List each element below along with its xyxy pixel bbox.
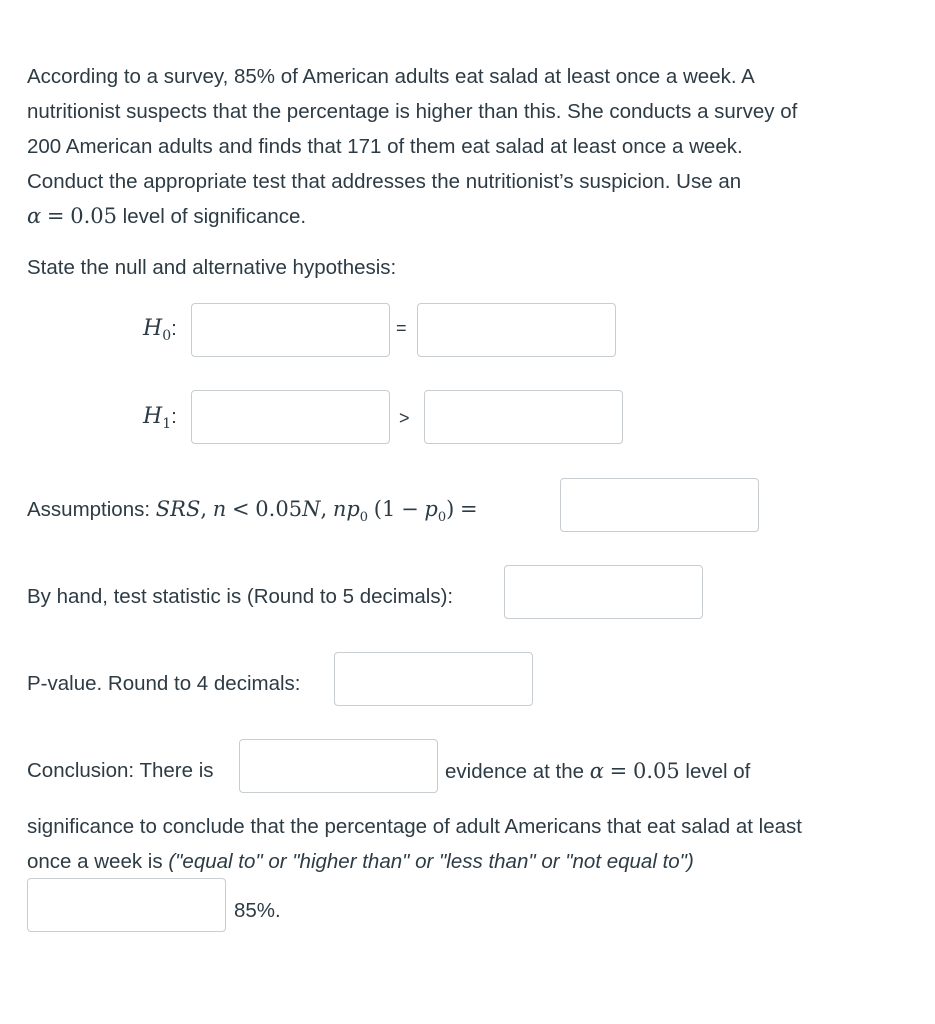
alpha-symbol: α xyxy=(589,759,604,783)
comma: , xyxy=(320,497,328,521)
problem-line-1: According to a survey, 85% of American adults eat salad at least once a week. A xyxy=(27,65,755,88)
p-subscript: 0 xyxy=(437,510,447,526)
h0-letter: H xyxy=(143,316,163,341)
problem-line-2: nutritionist suspects that the percentage is higher than this. She conducts a survey of xyxy=(27,100,798,123)
threshold-value: 0.05 xyxy=(255,497,303,521)
h1-colon: : xyxy=(171,405,177,428)
h1-label xyxy=(143,404,177,432)
h0-colon: : xyxy=(171,317,177,340)
problem-line-4: Conduct the appropriate test that addresses the nutritionist’s suspicion. Use an xyxy=(27,170,742,193)
p-subscript: 0 xyxy=(359,510,369,526)
h1-value-input[interactable] xyxy=(424,390,623,444)
one: 1 xyxy=(381,497,396,521)
less-than: < xyxy=(231,497,250,521)
h1-subscript: 1 xyxy=(162,416,172,433)
comparison-input[interactable] xyxy=(27,878,226,932)
h0-subscript: 0 xyxy=(162,328,172,345)
minus: − xyxy=(401,497,419,521)
comma: , xyxy=(200,497,208,521)
srs-term: SRS xyxy=(155,497,201,521)
h1-parameter-input[interactable] xyxy=(191,390,390,444)
conclusion-prefix: Conclusion: There is xyxy=(27,759,214,782)
alpha-equals: = xyxy=(46,204,65,228)
evidence-text: evidence at the xyxy=(445,760,585,783)
h0-parameter-input[interactable] xyxy=(191,303,390,357)
pvalue-input[interactable] xyxy=(334,652,533,706)
n-term: n xyxy=(212,497,227,521)
problem-line-5 xyxy=(27,199,907,234)
paren-open: ( xyxy=(373,497,382,521)
np-term: np xyxy=(332,497,360,521)
equals: = xyxy=(460,497,478,521)
assumptions-line xyxy=(27,492,478,535)
conclusion-line-3 xyxy=(27,844,907,879)
h1-operator: > xyxy=(399,408,410,428)
conclusion-line-2: significance to conclude that the percentage of adult Americans that eat salad at least xyxy=(27,815,802,838)
h1-letter: H xyxy=(143,404,163,429)
alpha-value: 0.05 xyxy=(632,759,680,783)
significance-text: level of significance. xyxy=(122,205,307,228)
once-a-week-text: once a week is xyxy=(27,850,163,873)
alpha-symbol: α xyxy=(27,204,42,228)
h0-value-input[interactable] xyxy=(417,303,616,357)
percentage-tail: 85%. xyxy=(234,899,281,922)
N-term: N xyxy=(302,497,321,521)
h0-label xyxy=(143,316,177,344)
alpha-value: 0.05 xyxy=(70,204,117,228)
problem-line-3: 200 American adults and finds that 171 of them eat salad at least once a week. xyxy=(27,135,743,158)
conclusion-middle xyxy=(445,756,750,787)
comparison-hint: ("equal to" or "higher than" or "less than" or "not equal to") xyxy=(168,850,694,873)
conclusion-continued xyxy=(27,809,907,879)
problem-statement xyxy=(27,59,907,234)
test-statistic-input[interactable] xyxy=(504,565,703,619)
p-term: p xyxy=(424,497,438,521)
pvalue-label: P-value. Round to 4 decimals: xyxy=(27,672,301,695)
hypothesis-prompt: State the null and alternative hypothesis: xyxy=(27,256,397,279)
conclusion-evidence-input[interactable] xyxy=(239,739,438,793)
assumptions-label: Assumptions: xyxy=(27,498,151,521)
level-of-text: level of xyxy=(685,760,751,783)
paren-close: ) xyxy=(446,497,455,521)
alpha-equals: = xyxy=(609,759,628,783)
assumption-value-input[interactable] xyxy=(560,478,759,532)
test-statistic-label: By hand, test statistic is (Round to 5 decimals): xyxy=(27,585,454,608)
h0-operator: = xyxy=(396,318,407,338)
